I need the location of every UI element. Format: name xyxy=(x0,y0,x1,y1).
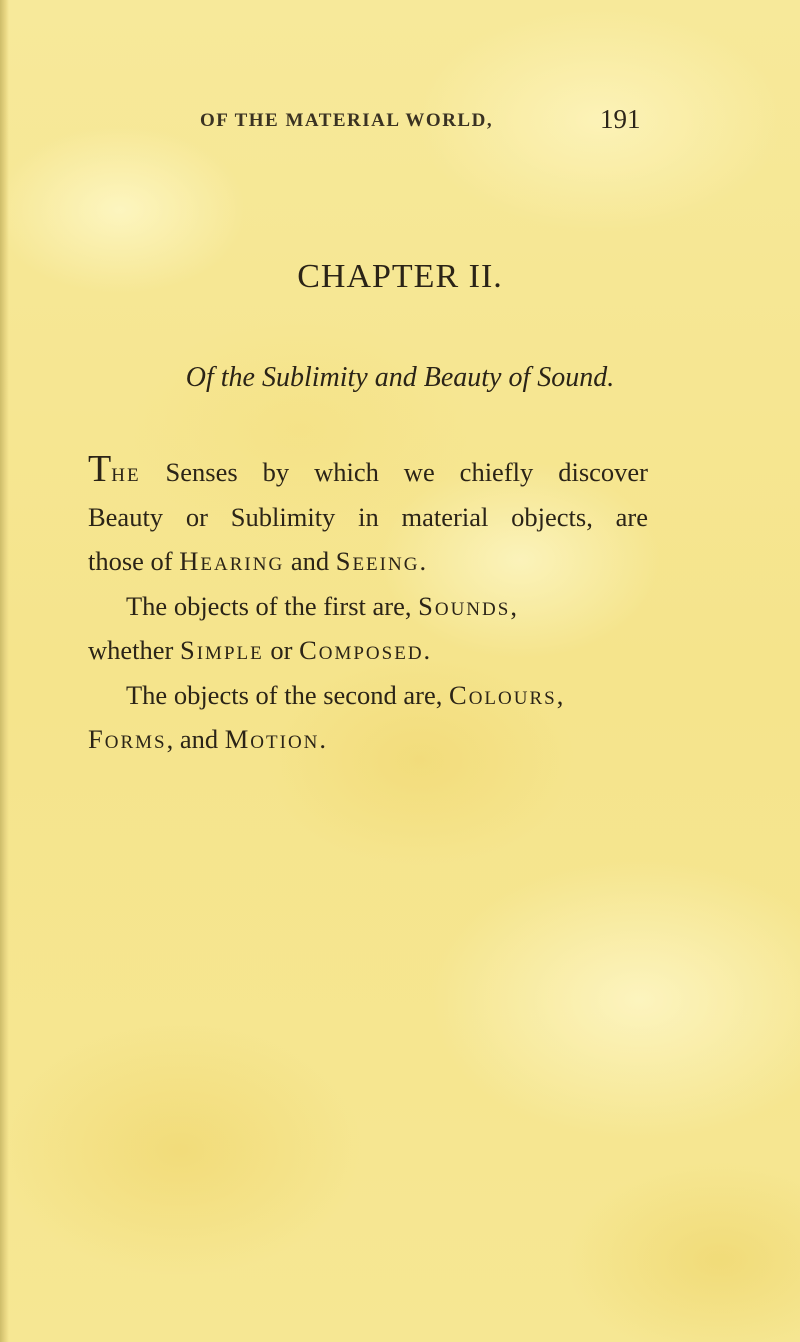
text-run: those of xyxy=(88,546,180,576)
text-run: or xyxy=(263,635,300,665)
running-title: OF THE MATERIAL WORLD, xyxy=(200,110,494,131)
small-caps-word: Colours xyxy=(449,679,557,710)
small-caps-word: Hearing xyxy=(179,546,285,576)
small-caps-word: Seeing xyxy=(335,546,420,576)
running-head xyxy=(0,104,800,144)
small-caps-word: Composed xyxy=(299,635,424,665)
chapter-subtitle: Of the Sublimity and Beauty of Sound. xyxy=(185,362,615,393)
small-caps-word: Motion xyxy=(224,724,320,754)
text-run: and xyxy=(284,546,336,576)
small-caps-word: Sounds xyxy=(418,590,511,621)
small-caps-word: Simple xyxy=(179,635,264,665)
chapter-title: CHAPTER II. xyxy=(297,258,503,295)
text-run: Senses by which we chiefly discover xyxy=(140,457,648,487)
initial-letter: T xyxy=(88,448,112,490)
page-number: 191 xyxy=(600,104,641,134)
body-text xyxy=(88,450,648,762)
text-run: The objects of the second are, xyxy=(126,679,450,710)
text-run: The objects of the first are, xyxy=(126,590,419,621)
paragraph-line xyxy=(88,584,648,629)
small-caps-word: Forms xyxy=(88,724,167,754)
paragraph-line xyxy=(88,539,648,584)
page-gutter-edge xyxy=(0,0,9,1342)
paragraph-line xyxy=(88,628,648,673)
text-run: , xyxy=(556,679,564,710)
paragraph-senses xyxy=(88,450,648,584)
text-run: whether xyxy=(88,635,180,665)
text-run: , and xyxy=(166,724,225,754)
text-run: . xyxy=(423,635,431,665)
paragraph-colours xyxy=(88,673,648,762)
paragraph-line xyxy=(88,717,648,762)
paragraph-sounds xyxy=(88,584,648,673)
paragraph-line: Beauty or Sublimity in material objects, are xyxy=(88,501,648,532)
paragraph-line xyxy=(88,673,648,718)
small-caps-word: he xyxy=(111,457,141,487)
text-run: . xyxy=(319,724,327,754)
text-run: . xyxy=(419,546,427,576)
paragraph-line xyxy=(88,450,648,495)
text-run: , xyxy=(510,590,517,621)
